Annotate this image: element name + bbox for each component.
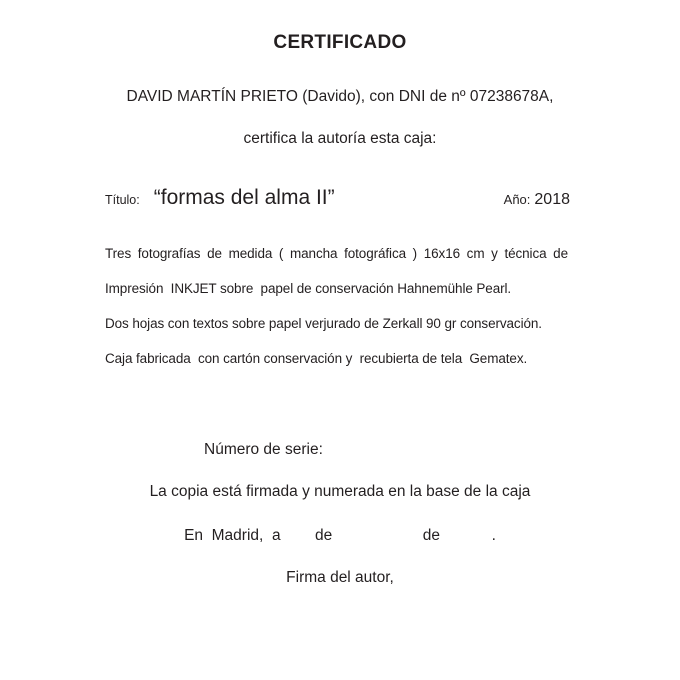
description-line-1: Tres fotografías de medida ( mancha fotográfica ) 16x16 cm y técnica de [105, 246, 568, 261]
description-line-3: Dos hojas con textos sobre papel verjurado de Zerkall 90 gr conservación. [105, 316, 542, 331]
certificate-heading: CERTIFICADO [273, 32, 407, 53]
year-label: Año: [503, 192, 531, 207]
serial-number-label: Número de serie: [204, 441, 323, 458]
title-group [105, 187, 335, 208]
author-identity-line: DAVID MARTÍN PRIETO (Davido), con DNI de nº 07238678A, [126, 88, 554, 105]
description-paragraph [105, 236, 568, 376]
signature-label: Firma del autor, [286, 569, 394, 586]
description-line-2: Impresión INKJET sobre papel de conservación Hahnemühle Pearl. [105, 281, 512, 296]
artwork-title: “formas del alma II” [153, 186, 335, 209]
signed-numbered-line: La copia está firmada y numerada en la base de la caja [149, 483, 531, 500]
date-blank-line: En Madrid, a de de . [184, 527, 496, 544]
certify-statement-line: certifica la autoría esta caja: [243, 130, 437, 147]
title-row [105, 187, 570, 208]
year-group [504, 192, 570, 208]
year-value: 2018 [534, 191, 570, 208]
description-line-4: Caja fabricada con cartón conservación y recubierta de tela Gematex. [105, 351, 528, 366]
title-label: Título: [105, 193, 140, 207]
